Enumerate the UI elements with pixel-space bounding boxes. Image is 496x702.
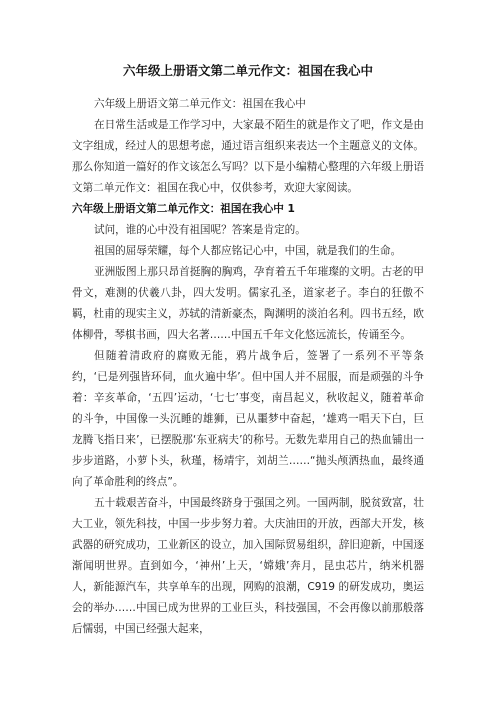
- intro-paragraph: 在日常生活或是工作学习中，大家最不陌生的就是作文了吧，作文是由文字组成，经过人的思想考虑，通过语言组织来表达一个主题意义的文体。那么你知道一篇好的作文该怎么写吗？以下是小编精心整理的六年级上册语文第二单元作文：祖国在我心中，仅供参考，欢迎大家阅读。: [72, 119, 424, 194]
- document-title: 六年级上册语文第二单元作文：祖国在我心中: [122, 63, 373, 78]
- body-paragraph-3: 亚洲版图上那只昂首挺胸的胸鸡，孕育着五千年璀璨的文明。古老的甲骨文，难测的伏羲八卦，四大发明。儒家孔圣，道家老子。李白的狂傲不羁，杜甫的现实主义，苏轼的清新豪杰，陶渊明的淡泊名利。四书五经，欧体柳骨，琴棋书画，四大名著……中国五千年文化悠远流长，传诵至今。: [72, 266, 424, 341]
- body-paragraph-1: 试问，谁的心中没有祖国呢？答案是肯定的。: [94, 224, 306, 236]
- body-paragraph-5: 五十载艰苦奋斗，中国最终跻身于强国之列。一国两制，脱贫致富，壮大工业，领先科技，中国一步步努力着。大庆油田的开放，西部大开发，核武器的研究成功，工业新区的设立，加入国际贸易组织，辞旧迎新，中国逐渐闻明世界。直到如今，‘神州’上天，‘嫦娥’奔月，昆虫芯片，纳米机器人，新能源汽车，共享单车的出现，网购的浪潮，C919 的研发成功，奥运会的举办……中国已成为世界的工业巨头，科技强国，不会再像以前那般落后懦弱，中国已经强大起来，: [72, 497, 424, 635]
- intro-subtitle: 六年级上册语文第二单元作文：祖国在我心中: [94, 98, 306, 110]
- body-paragraph-4: 但随着清政府的腐败无能，鸦片战争后，签署了一系列不平等条约，‘已是列强皆环伺，血火遍中华’。但中国人并不屈服，而是顽强的斗争着：辛亥革命，‘五四’运动，‘七七’事变，南昌起义，秋收起义，随着革命的斗争，中国像一头沉睡的雄狮，已从噩梦中奋起，‘雄鸡一唱天下白，巨龙腾飞指日来’，已摆脱那‘东亚病夫’的称号。无数先辈用自己的热血铺出一步步道路，小萝卜头，秋瑾，杨靖宇，刘胡兰……“抛头颅洒热血，最终通向了革命胜利的终点”。: [72, 350, 424, 488]
- section-heading: 六年级上册语文第二单元作文：祖国在我心中 1: [72, 203, 295, 215]
- body-paragraph-2: 祖国的屈辱荣耀，每个人都应铭记心中，中国，就是我们的生命。: [94, 245, 402, 257]
